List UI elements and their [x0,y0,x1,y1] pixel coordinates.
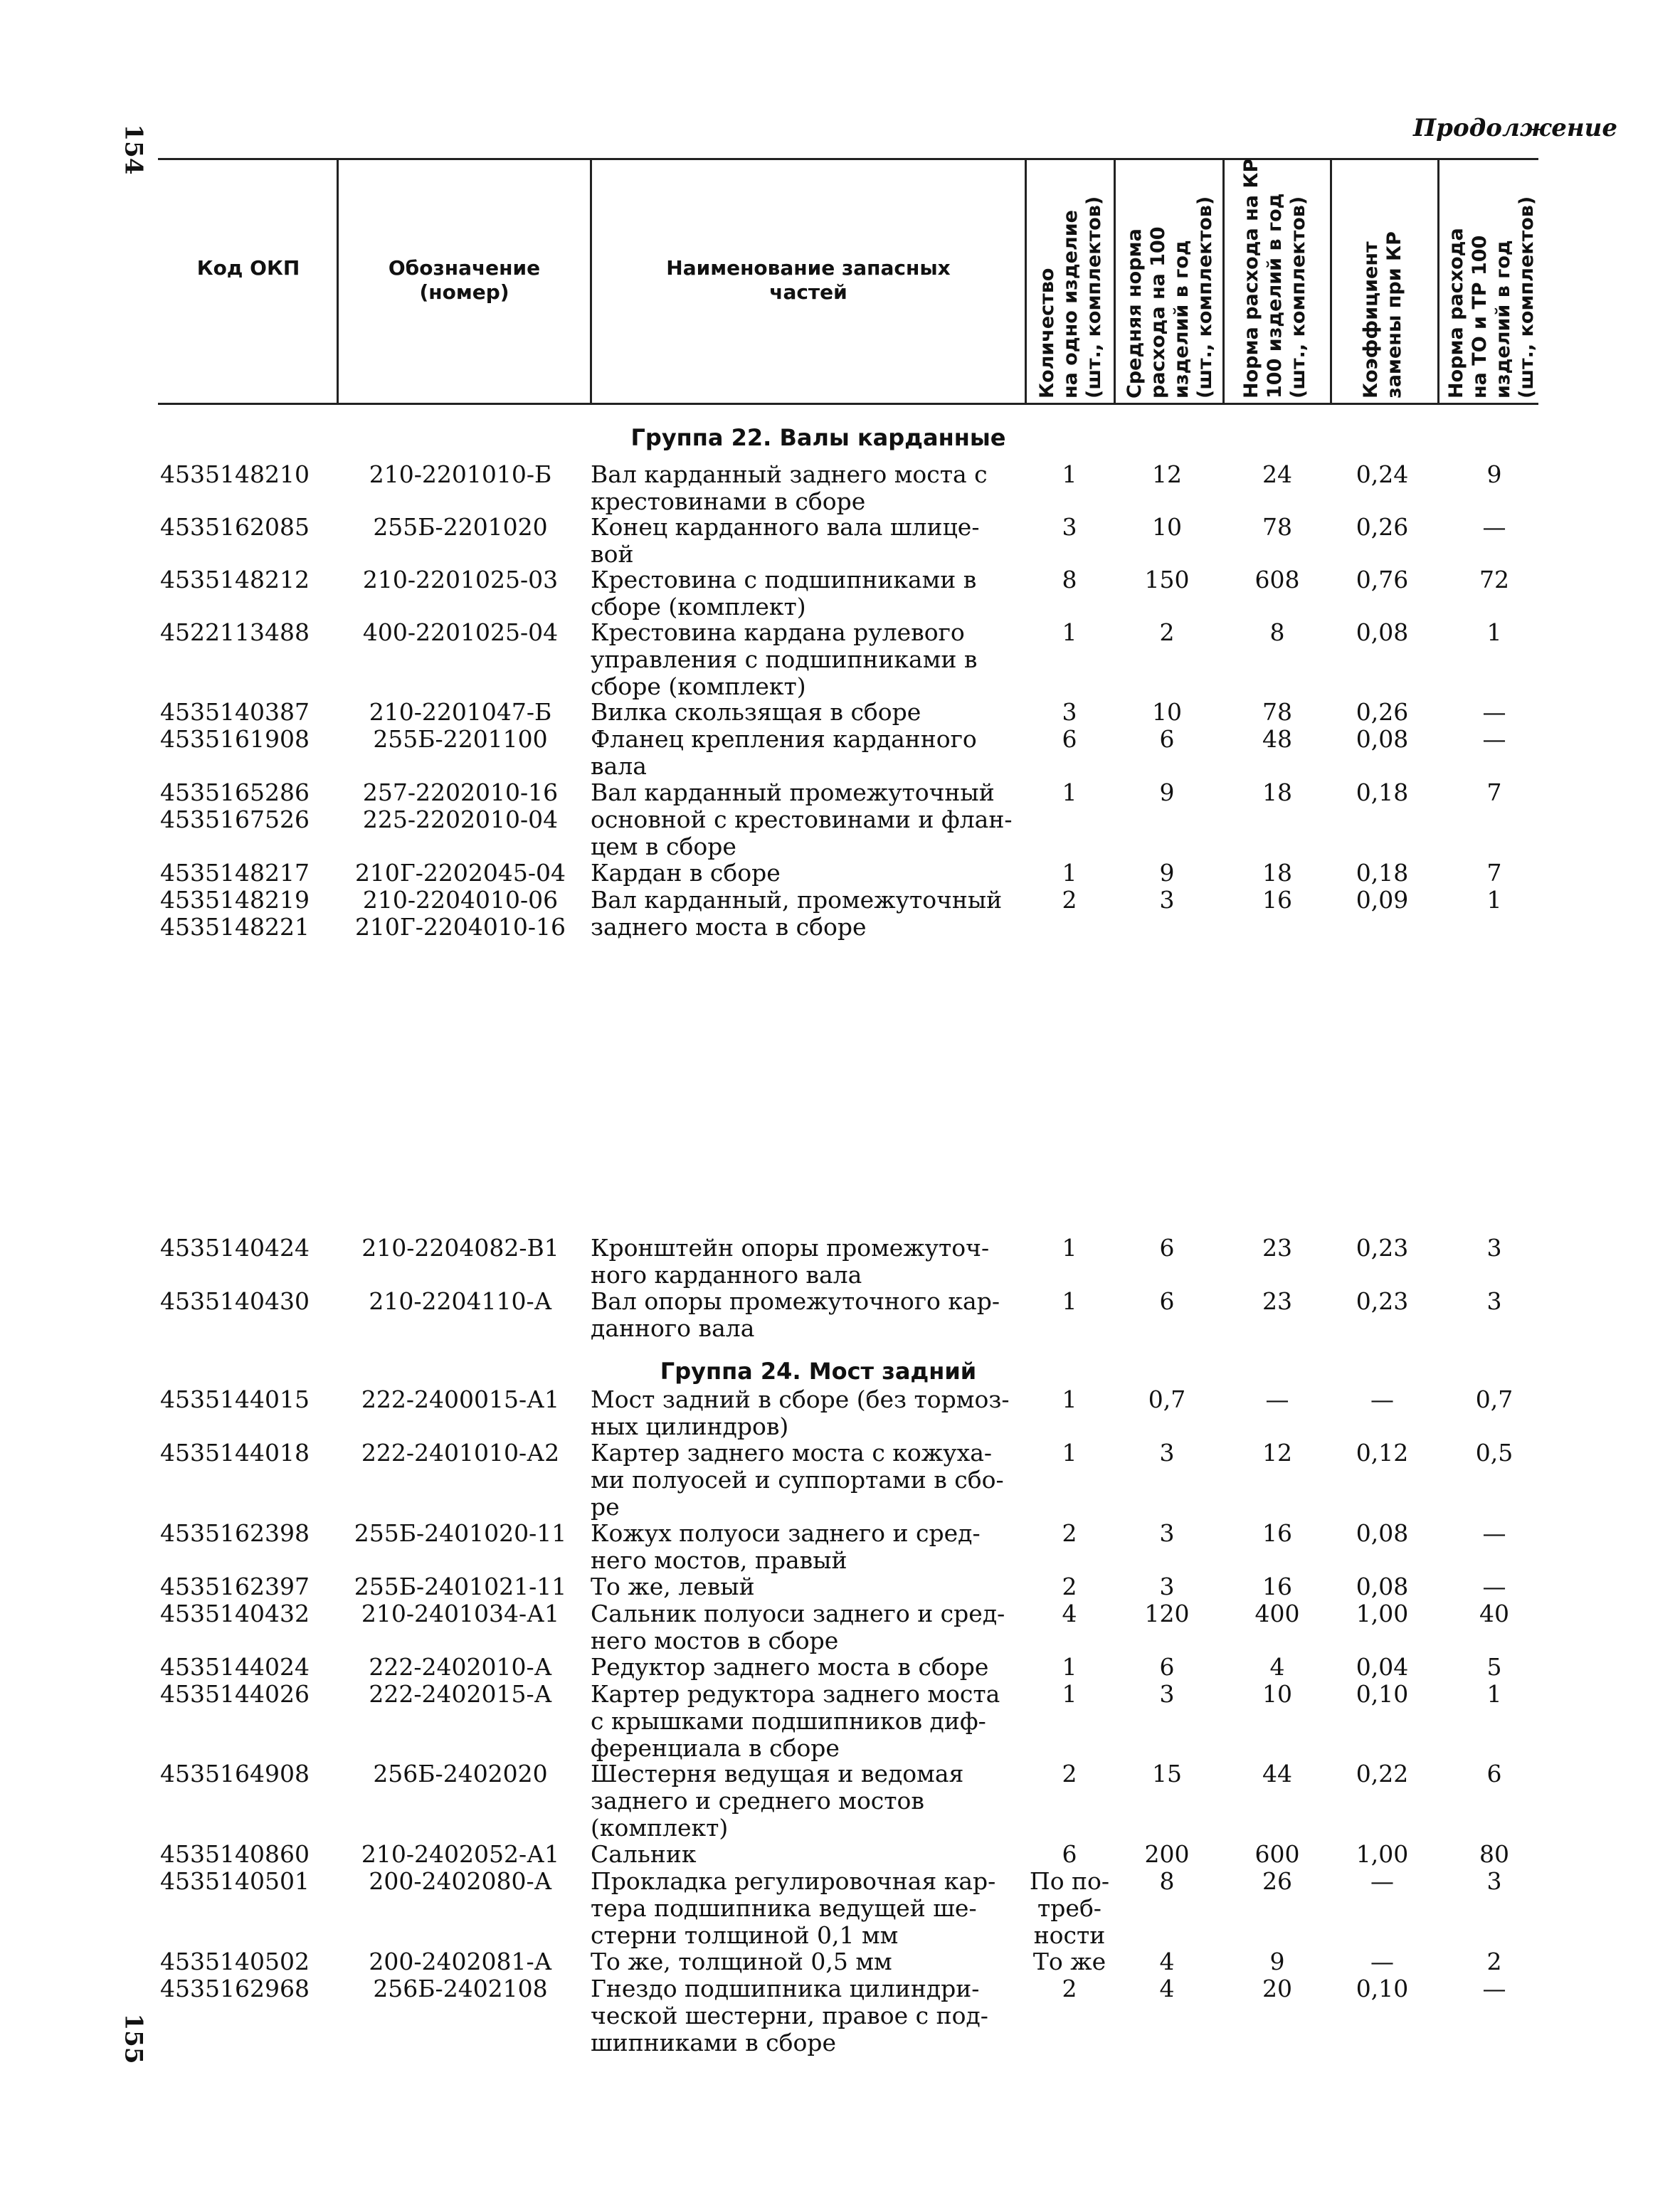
header-divider-6 [1330,158,1332,405]
row-name: Вилка скользящая в сборе [591,698,921,726]
row-avg: 6 [1159,1287,1175,1315]
header-qty: Количество на одно изделие (шт., комплектов) [1036,196,1105,398]
row-coef: 0,10 [1356,1680,1409,1708]
row-number: 222-2400015-А1 [361,1385,560,1413]
row-code: 4535161908 [160,725,310,753]
row-number: 210-2204110-А [369,1287,552,1315]
row-name: Мост задний в сборе (без тормоз- ных цилиндров) [591,1385,1010,1440]
row-avg: 150 [1144,566,1190,593]
row-qty: 1 [1062,618,1077,646]
row-coef: 1,00 [1356,1600,1409,1627]
row-to: 72 [1479,566,1509,593]
row-code: 4535144024 [160,1653,310,1681]
row-code: 4535144018 [160,1439,310,1467]
row-qty: 4 [1062,1600,1077,1627]
row-code: 4535140430 [160,1287,310,1315]
row-qty: 1 [1062,1234,1077,1262]
row-avg: 120 [1144,1600,1190,1627]
row-qty: По по- треб- ности [1029,1867,1110,1949]
row-coef: 0,08 [1356,1573,1409,1600]
row-code: 4535148219 4535148221 [160,886,310,941]
row-qty: 8 [1062,566,1077,593]
row-kr: 24 [1262,460,1292,488]
row-avg: 3 [1159,1680,1175,1708]
row-to: — [1482,1975,1506,2002]
row-avg: 9 [1159,859,1175,887]
row-avg: 10 [1152,698,1182,726]
row-kr: — [1265,1385,1289,1413]
row-code: 4535140387 [160,698,310,726]
row-coef: — [1370,1385,1394,1413]
row-kr: 600 [1254,1840,1300,1868]
page-number-bottom: 155 [119,2013,148,2064]
row-name: Крестовина кардана рулевого управления с подшипниками в сборе (комплект) [591,618,978,700]
row-qty: 2 [1062,1760,1077,1788]
row-kr: 26 [1262,1867,1292,1895]
row-code: 4535164908 [160,1760,310,1788]
row-qty: 1 [1062,1653,1077,1681]
row-code: 4535162398 [160,1519,310,1547]
row-to: 1 [1486,618,1502,646]
row-kr: 18 [1262,778,1292,806]
row-coef: 0,23 [1356,1287,1409,1315]
row-coef: 1,00 [1356,1840,1409,1868]
row-number: 255Б-2201100 [373,725,548,753]
row-name: Кожух полуоси заднего и сред- него мостов, правый [591,1519,981,1574]
row-to: 0,7 [1475,1385,1513,1413]
group-title-24: Группа 24. Мост задний [660,1358,977,1385]
row-avg: 15 [1152,1760,1182,1788]
header-to: Норма расхода на ТО и ТР 100 изделий в год (шт., комплектов) [1445,196,1538,398]
row-to: — [1482,1519,1506,1547]
row-coef: 0,12 [1356,1439,1409,1467]
row-qty: 1 [1062,1287,1077,1315]
row-qty: 2 [1062,1573,1077,1600]
row-name: Шестерня ведущая и ведомая заднего и среднего мостов (комплект) [591,1760,964,1842]
row-code: 4535165286 4535167526 [160,778,310,833]
row-qty: 3 [1062,698,1077,726]
row-to: 6 [1486,1760,1502,1788]
row-number: 222-2402010-А [369,1653,552,1681]
header-divider-4 [1114,158,1116,405]
row-to: — [1482,513,1506,541]
row-kr: 608 [1254,566,1300,593]
row-to: 5 [1486,1653,1502,1681]
row-coef: 0,24 [1356,460,1409,488]
row-avg: 0,7 [1148,1385,1186,1413]
group-title-22: Группа 22. Валы карданные [630,424,1006,451]
row-name: Картер заднего моста с кожуха- ми полуосей и суппортами в сбо- ре [591,1439,1004,1521]
row-kr: 23 [1262,1234,1292,1262]
row-avg: 3 [1159,1439,1175,1467]
row-to: 9 [1486,460,1502,488]
row-number: 222-2401010-А2 [361,1439,560,1467]
row-name: То же, левый [591,1573,755,1600]
row-kr: 48 [1262,725,1292,753]
row-name: Вал карданный заднего моста с крестовинами в сборе [591,460,988,515]
row-to: 7 [1486,859,1502,887]
row-to: 40 [1479,1600,1509,1627]
row-avg: 3 [1159,886,1175,914]
row-qty: 1 [1062,859,1077,887]
row-name: Кронштейн опоры промежуточ- ного карданного вала [591,1234,990,1289]
row-name: То же, толщиной 0,5 мм [591,1948,892,1975]
row-qty: 6 [1062,725,1077,753]
row-to: 0,5 [1475,1439,1513,1467]
row-name: Гнездо подшипника цилиндри- ческой шестерни, правое с под- шипниками в сборе [591,1975,988,2056]
row-code: 4535140502 [160,1948,310,1975]
row-to: 3 [1486,1287,1502,1315]
row-avg: 200 [1144,1840,1190,1868]
row-kr: 20 [1262,1975,1292,2002]
row-number: 210-2201025-03 [362,566,559,593]
row-coef: 0,04 [1356,1653,1409,1681]
row-code: 4535162085 [160,513,310,541]
row-number: 210-2204082-В1 [361,1234,559,1262]
row-kr: 8 [1269,618,1285,646]
row-coef: 0,18 [1356,859,1409,887]
row-coef: 0,08 [1356,618,1409,646]
header-divider-3 [1025,158,1027,405]
row-to: 80 [1479,1840,1509,1868]
row-coef: — [1370,1867,1394,1895]
row-code: 4535148217 [160,859,310,887]
row-kr: 78 [1262,698,1292,726]
row-kr: 78 [1262,513,1292,541]
header-name: Наименование запасных частей [666,256,951,304]
row-number: 255Б-2201020 [373,513,548,541]
row-coef: 0,22 [1356,1760,1409,1788]
row-qty: 2 [1062,886,1077,914]
row-code: 4535144015 [160,1385,310,1413]
row-kr: 16 [1262,1519,1292,1547]
row-name: Сальник [591,1840,697,1868]
row-number: 210-2201047-Б [369,698,552,726]
row-number: 210Г-2202045-04 [354,859,566,887]
row-qty: 2 [1062,1975,1077,2002]
row-avg: 10 [1152,513,1182,541]
row-coef: 0,26 [1356,513,1409,541]
row-number: 222-2402015-А [369,1680,552,1708]
row-avg: 4 [1159,1948,1175,1975]
row-code: 4535162397 [160,1573,310,1600]
row-number: 256Б-2402020 [373,1760,548,1788]
row-qty: 1 [1062,1439,1077,1467]
row-qty: 6 [1062,1840,1077,1868]
row-number: 257-2202010-16 225-2202010-04 [362,778,559,833]
row-name: Сальник полуоси заднего и сред- него мостов в сборе [591,1600,1005,1654]
row-name: Фланец крепления карданного вала [591,725,977,780]
row-name: Прокладка регулировочная кар- тера подшипника ведущей ше- стерни толщиной 0,1 мм [591,1867,996,1949]
row-name: Крестовина с подшипниками в сборе (комплект) [591,566,977,621]
header-coef: Коэффициент замены при КР [1360,231,1405,398]
row-name: Вал карданный, промежуточный заднего моста в сборе [591,886,1003,941]
row-code: 4522113488 [160,618,310,646]
row-name: Кардан в сборе [591,859,781,887]
row-code: 4535144026 [160,1680,310,1708]
header-number: Обозначение (номер) [388,256,541,304]
header-kr: Норма расхода на КР 100 изделий в год (шт., комплектов) [1240,158,1309,398]
row-code: 4535140432 [160,1600,310,1627]
row-to: — [1482,1573,1506,1600]
row-avg: 8 [1159,1867,1175,1895]
row-kr: 23 [1262,1287,1292,1315]
row-coef: 0,09 [1356,886,1409,914]
row-number: 210-2201010-Б [369,460,552,488]
row-name: Редуктор заднего моста в сборе [591,1653,989,1681]
row-code: 4535140501 [160,1867,310,1895]
row-qty: 1 [1062,778,1077,806]
row-code: 4535162968 [160,1975,310,2002]
row-number: 255Б-2401020-11 [354,1519,567,1547]
row-avg: 6 [1159,725,1175,753]
row-qty: 1 [1062,1385,1077,1413]
row-kr: 4 [1269,1653,1285,1681]
row-kr: 18 [1262,859,1292,887]
header-divider-7 [1437,158,1439,405]
row-to: 1 [1486,886,1502,914]
row-kr: 44 [1262,1760,1292,1788]
row-avg: 4 [1159,1975,1175,2002]
row-name: Конец карданного вала шлице- вой [591,513,980,568]
row-number: 210-2402052-А1 [361,1840,560,1868]
row-coef: 0,08 [1356,725,1409,753]
row-avg: 12 [1152,460,1182,488]
row-to: 1 [1486,1680,1502,1708]
row-avg: 3 [1159,1573,1175,1600]
row-avg: 2 [1159,618,1175,646]
row-number: 200-2402080-А [369,1867,552,1895]
row-kr: 16 [1262,886,1292,914]
row-code: 4535140860 [160,1840,310,1868]
row-name: Картер редуктора заднего моста с крышками подшипников диф- ференциала в сборе [591,1680,1000,1762]
header-code: Код ОКП [196,256,300,280]
row-code: 4535148210 [160,460,310,488]
row-qty: 3 [1062,513,1077,541]
row-to: 7 [1486,778,1502,806]
row-number: 210-2401034-А1 [361,1600,560,1627]
row-qty: 1 [1062,1680,1077,1708]
page-number-top: 154 [119,124,148,175]
row-qty: 2 [1062,1519,1077,1547]
row-kr: 12 [1262,1439,1292,1467]
header-avg: Средняя норма расхода на 100 изделий в год (шт., комплектов) [1124,196,1216,398]
row-name: Вал карданный промежуточный основной с крестовинами и флан- цем в сборе [591,778,1013,860]
row-number: 200-2402081-А [369,1948,552,1975]
row-qty: То же [1032,1948,1106,1975]
row-avg: 6 [1159,1234,1175,1262]
row-coef: 0,23 [1356,1234,1409,1262]
header-divider-5 [1222,158,1225,405]
row-number: 256Б-2402108 [373,1975,548,2002]
row-coef: 0,18 [1356,778,1409,806]
row-number: 255Б-2401021-11 [354,1573,567,1600]
row-avg: 6 [1159,1653,1175,1681]
row-to: — [1482,698,1506,726]
row-kr: 16 [1262,1573,1292,1600]
row-code: 4535148212 [160,566,310,593]
row-coef: 0,08 [1356,1519,1409,1547]
row-kr: 10 [1262,1680,1292,1708]
row-number: 400-2201025-04 [362,618,559,646]
row-to: 3 [1486,1867,1502,1895]
row-coef: 0,76 [1356,566,1409,593]
row-qty: 1 [1062,460,1077,488]
row-to: — [1482,725,1506,753]
row-to: 3 [1486,1234,1502,1262]
row-code: 4535140424 [160,1234,310,1262]
row-coef: — [1370,1948,1394,1975]
row-avg: 9 [1159,778,1175,806]
row-number: 210-2204010-06 210Г-2204010-16 [354,886,566,941]
row-coef: 0,26 [1356,698,1409,726]
row-kr: 9 [1269,1948,1285,1975]
row-avg: 3 [1159,1519,1175,1547]
row-to: 2 [1486,1948,1502,1975]
row-kr: 400 [1254,1600,1300,1627]
row-coef: 0,10 [1356,1975,1409,2002]
continuation-label: Продолжение [1413,114,1617,142]
row-name: Вал опоры промежуточного кар- данного вала [591,1287,1000,1342]
